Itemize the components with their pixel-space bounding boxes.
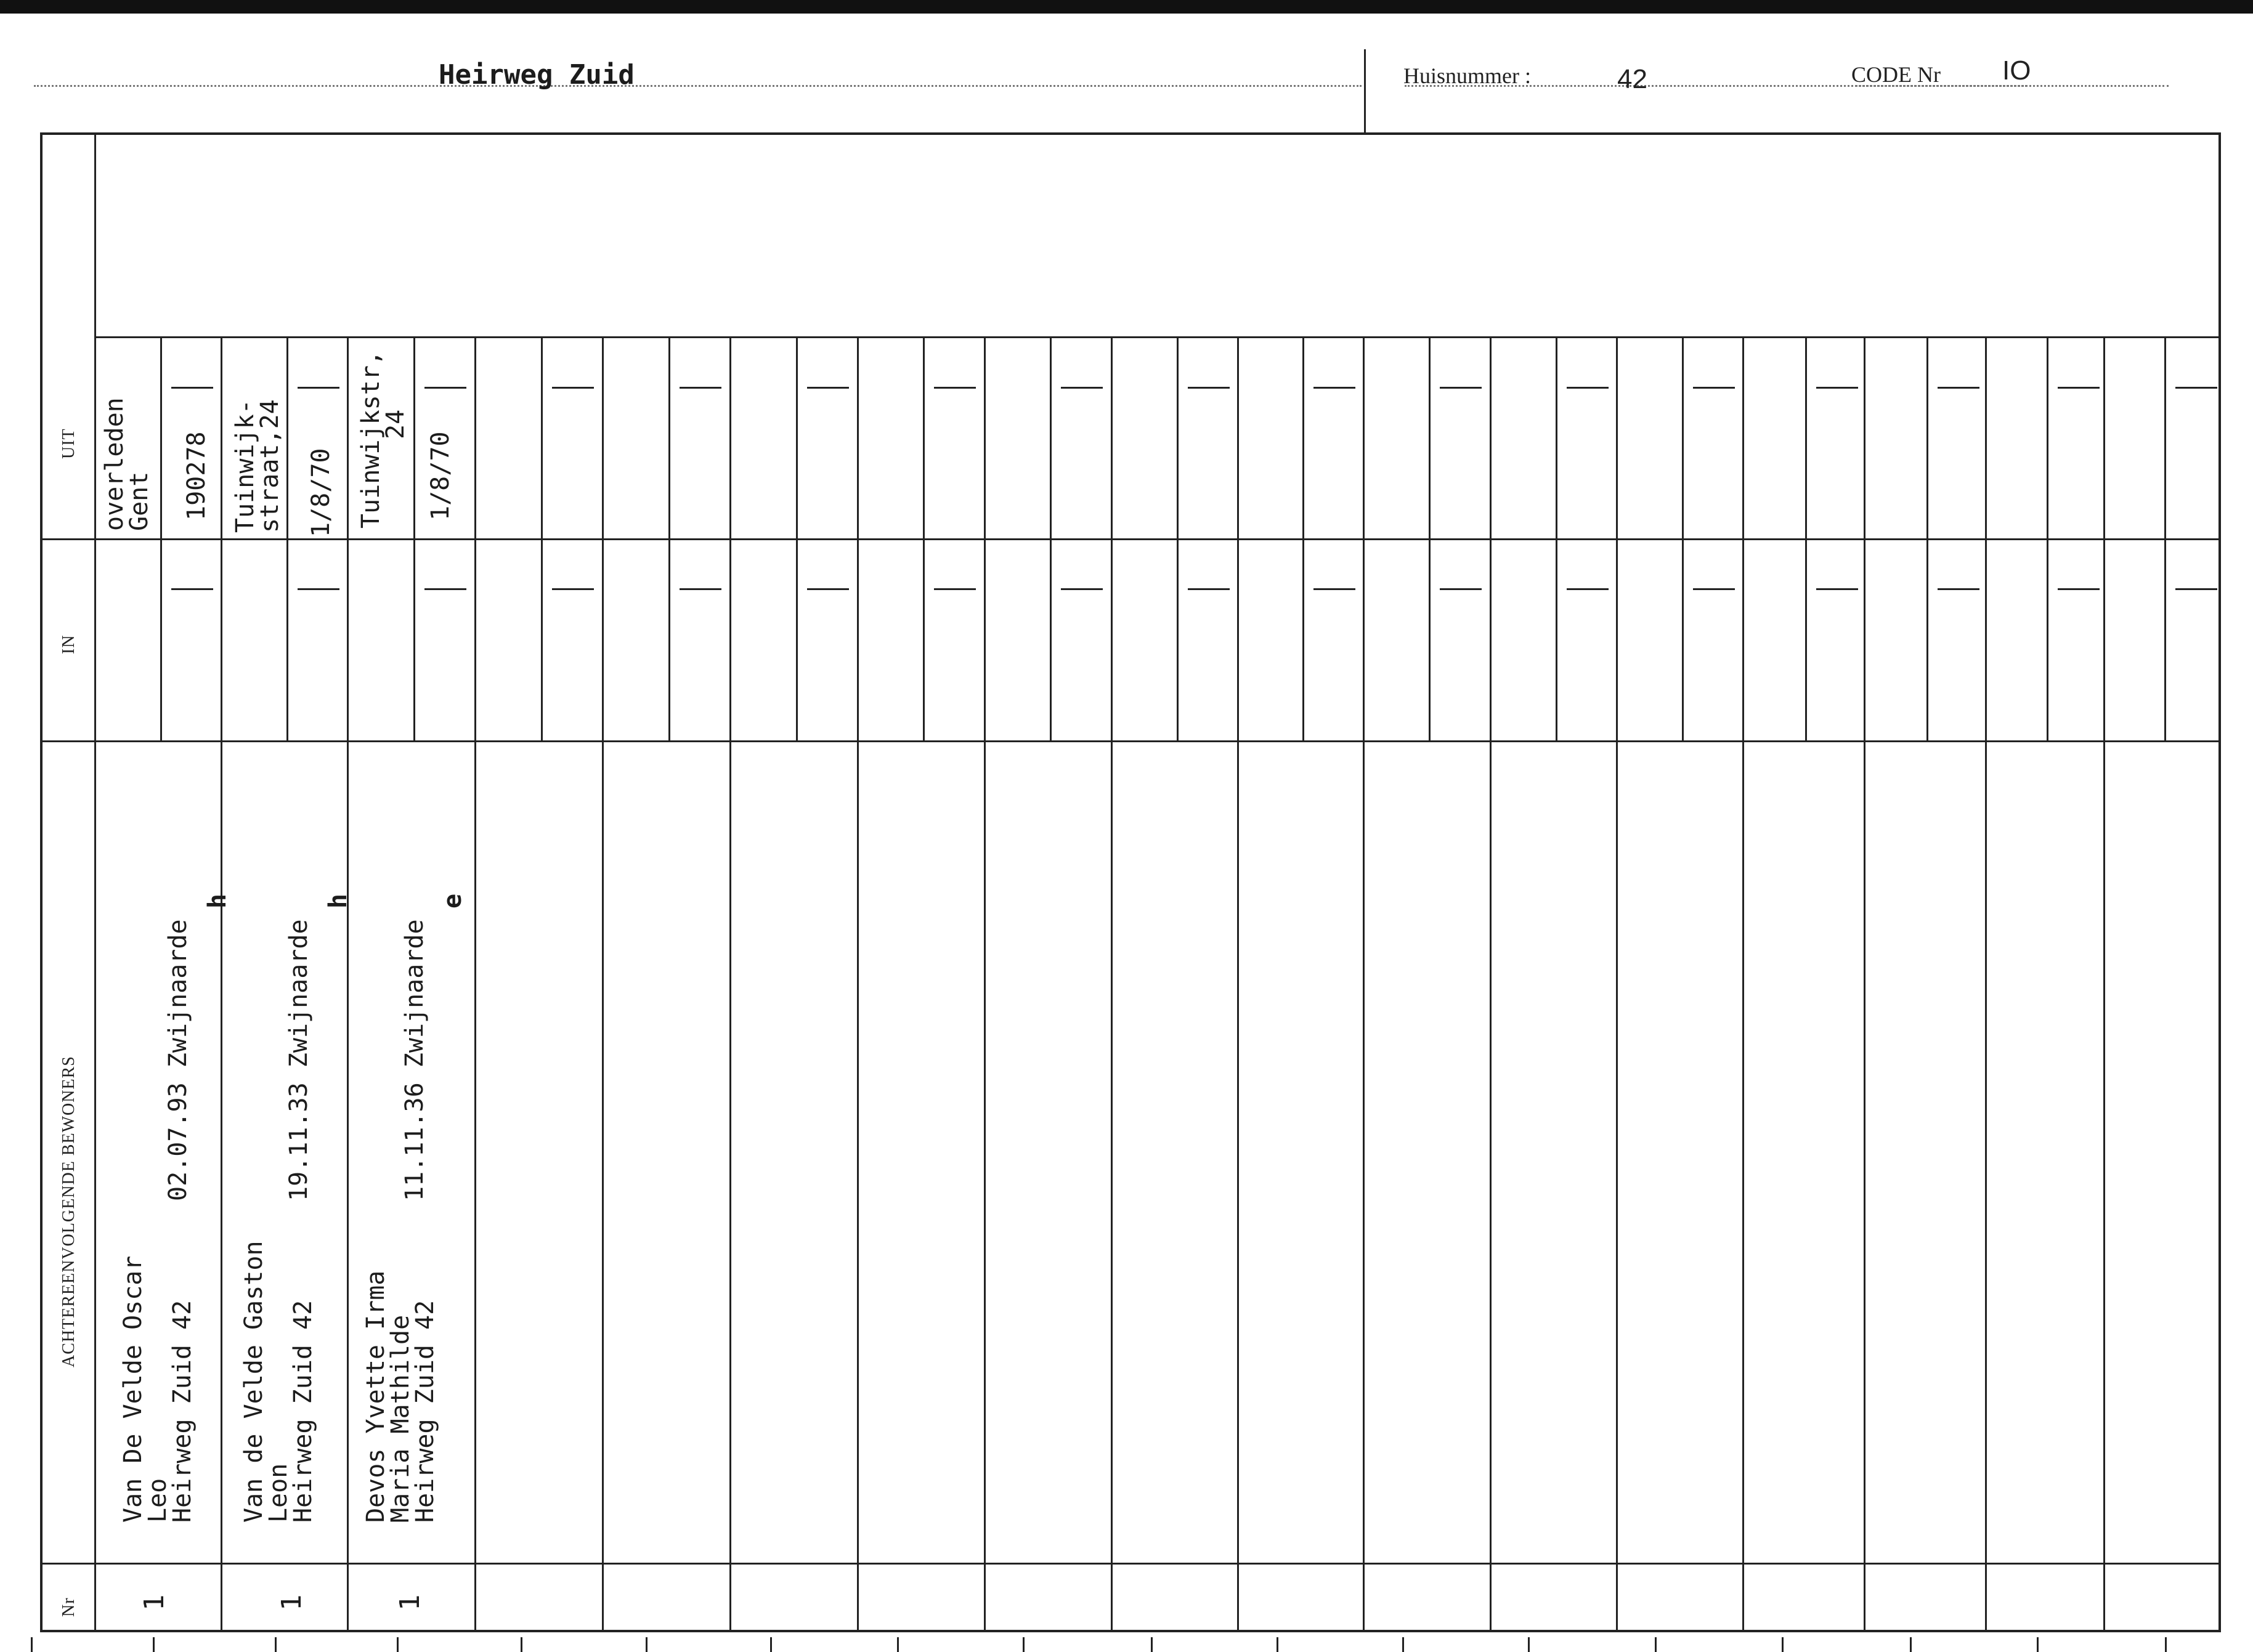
in-dash-mark (807, 588, 849, 590)
entry-3-given: Maria Mathilde (386, 1314, 415, 1523)
subcolumn-divider (286, 336, 288, 740)
column-divider (1111, 336, 1113, 1632)
subcolumn-divider (413, 336, 415, 740)
column-divider (857, 336, 859, 1632)
entry-2-birth-place: Zwijnaarde (285, 919, 313, 1068)
nr-label: Nr (59, 1597, 78, 1617)
subcolumn-divider (1177, 336, 1179, 740)
uit-dash-mark (1567, 387, 1609, 389)
entry-2-sex: h (324, 893, 352, 909)
subcolumn-divider (1050, 336, 1052, 740)
entry-3-resident (363, 1271, 437, 1523)
entry-1-out-date: 190278 (182, 431, 211, 520)
column-divider (474, 336, 476, 1632)
uit-dash-mark (934, 387, 976, 389)
entry-3-out-date: 1/8/70 (426, 431, 455, 520)
uit-label: UIT (59, 428, 78, 459)
entry-1-sex: h (203, 893, 232, 909)
entry-1-out-place: overleden Gent (100, 397, 153, 531)
subcolumn-divider (1926, 336, 1928, 740)
entry-2-resident (242, 1241, 315, 1523)
bottom-tick (397, 1637, 399, 1652)
bottom-tick (646, 1637, 647, 1652)
bottom-tick (897, 1637, 899, 1652)
column-divider (1985, 336, 1987, 1632)
subcolumn-divider (2164, 336, 2166, 740)
column-divider (1237, 336, 1239, 1632)
residents-label: ACHTEREENVOLGENDE BEWONERS (59, 1056, 78, 1367)
bottom-tick (2037, 1637, 2039, 1652)
street-name: Heirweg Zuid (439, 59, 635, 91)
house-number-label: Huisnummer : (1403, 63, 1531, 88)
entry-3-birth-place: Zwijnaarde (400, 919, 429, 1068)
bottom-tick (1910, 1637, 1912, 1652)
entry-2-nr: 1 (276, 1594, 307, 1611)
in-dash-mark (2175, 588, 2217, 590)
uit-dash-mark (1693, 387, 1735, 389)
subcolumn-divider (1805, 336, 1807, 740)
uit-dash-mark (1061, 387, 1103, 389)
column-divider (984, 336, 986, 1632)
bottom-tick (153, 1637, 155, 1652)
subcolumn-divider (923, 336, 925, 740)
uit-dash-mark (424, 387, 466, 389)
in-dash-mark (2058, 588, 2100, 590)
subcolumn-divider (796, 336, 798, 740)
entry-2-birth-date: 19.11.33 (285, 1082, 313, 1201)
in-dash-mark (1938, 588, 1979, 590)
entry-1-name: Van De Velde Oscar (119, 1255, 147, 1523)
residents-nr-divider (40, 1563, 2221, 1565)
column-divider (2103, 336, 2105, 1632)
uit-dash-mark (1816, 387, 1858, 389)
uit-dash-mark (2058, 387, 2100, 389)
subcolumn-divider (1682, 336, 1684, 740)
in-dash-mark (298, 588, 339, 590)
uit-dash-mark (1188, 387, 1230, 389)
entry-2-address: Heirweg Zuid 42 (289, 1300, 317, 1523)
entry-1-given: Leo (144, 1478, 172, 1523)
scan-top-edge (0, 0, 2253, 14)
uit-dash-mark (1313, 387, 1355, 389)
column-divider (1616, 336, 1618, 1632)
bottom-tick (770, 1637, 772, 1652)
column-divider (1742, 336, 1744, 1632)
bottom-tick (1023, 1637, 1025, 1652)
entry-1-birth-place: Zwijnaarde (164, 919, 192, 1068)
bottom-tick (1528, 1637, 1530, 1652)
entry-1-birth-date: 02.07.93 (164, 1082, 192, 1201)
subcolumn-divider (160, 336, 162, 740)
entry-2-given: Leon (264, 1463, 293, 1523)
in-dash-mark (1693, 588, 1735, 590)
code-value: IO (2002, 55, 2031, 86)
entry-1-resident (121, 1256, 195, 1523)
subcolumn-divider (1302, 336, 1304, 740)
uit-dash-mark (298, 387, 339, 389)
uit-dash-mark (807, 387, 849, 389)
uit-dash-mark (1938, 387, 1979, 389)
in-dash-mark (1313, 588, 1355, 590)
in-dash-mark (1440, 588, 1482, 590)
uit-dash-mark (680, 387, 721, 389)
entry-2-out-place: Tuinwijk- straat,24 (231, 399, 284, 533)
entry-1-birth (164, 919, 192, 1201)
in-dash-mark (680, 588, 721, 590)
entry-1-address: Heirweg Zuid 42 (168, 1300, 197, 1523)
entry-2-birth (285, 919, 313, 1201)
bottom-tick (1782, 1637, 1784, 1652)
house-number-value: 42 (1617, 64, 1647, 94)
uit-dash-mark (171, 387, 213, 389)
column-divider (1363, 336, 1365, 1632)
bottom-tick (1151, 1637, 1153, 1652)
subcolumn-divider (1429, 336, 1431, 740)
bottom-tick (1277, 1637, 1278, 1652)
header-separator (1364, 49, 1366, 132)
bottom-tick (2165, 1637, 2167, 1652)
in-dash-mark (552, 588, 594, 590)
label-column-divider (94, 132, 96, 1632)
entry-1-nr: 1 (139, 1594, 170, 1611)
uit-dash-mark (1440, 387, 1482, 389)
uit-dash-mark (2175, 387, 2217, 389)
entry-3-birth (400, 919, 429, 1201)
subcolumn-divider (668, 336, 670, 740)
column-divider (1490, 336, 1492, 1632)
in-dash-mark (1567, 588, 1609, 590)
code-label: CODE Nr (1851, 62, 1941, 87)
entry-2-name: Van de Velde Gaston (240, 1241, 268, 1523)
subcolumn-divider (2047, 336, 2048, 740)
uit-dash-mark (552, 387, 594, 389)
in-label: IN (59, 634, 78, 654)
entry-3-name: Devos Yvette Irma (362, 1270, 390, 1523)
bottom-tick (275, 1637, 277, 1652)
column-divider (347, 336, 349, 1632)
uit-in-divider (40, 538, 2221, 540)
street-underline (34, 85, 1362, 87)
bottom-tick (521, 1637, 522, 1652)
in-residents-divider (40, 740, 2221, 742)
column-divider (1864, 336, 1865, 1632)
entry-3-nr: 1 (394, 1594, 426, 1611)
bottom-tick (1655, 1637, 1657, 1652)
in-dash-mark (171, 588, 213, 590)
subcolumn-divider (541, 336, 543, 740)
in-dash-mark (934, 588, 976, 590)
in-dash-mark (424, 588, 466, 590)
subcolumn-divider (1556, 336, 1557, 740)
bottom-tick (1402, 1637, 1404, 1652)
entry-3-address: Heirweg Zuid 42 (411, 1300, 439, 1523)
entry-3-out-place: Tuinwijkstr, 24 (357, 350, 410, 528)
bottom-tick (31, 1637, 33, 1652)
column-divider (221, 336, 222, 1632)
in-dash-mark (1816, 588, 1858, 590)
entry-3-birth-date: 11.11.36 (400, 1082, 429, 1201)
entry-3-sex: e (439, 893, 467, 909)
in-dash-mark (1188, 588, 1230, 590)
column-divider (729, 336, 731, 1632)
in-dash-mark (1061, 588, 1103, 590)
entry-2-out-date: 1/8/70 (307, 448, 335, 537)
column-divider (602, 336, 604, 1632)
